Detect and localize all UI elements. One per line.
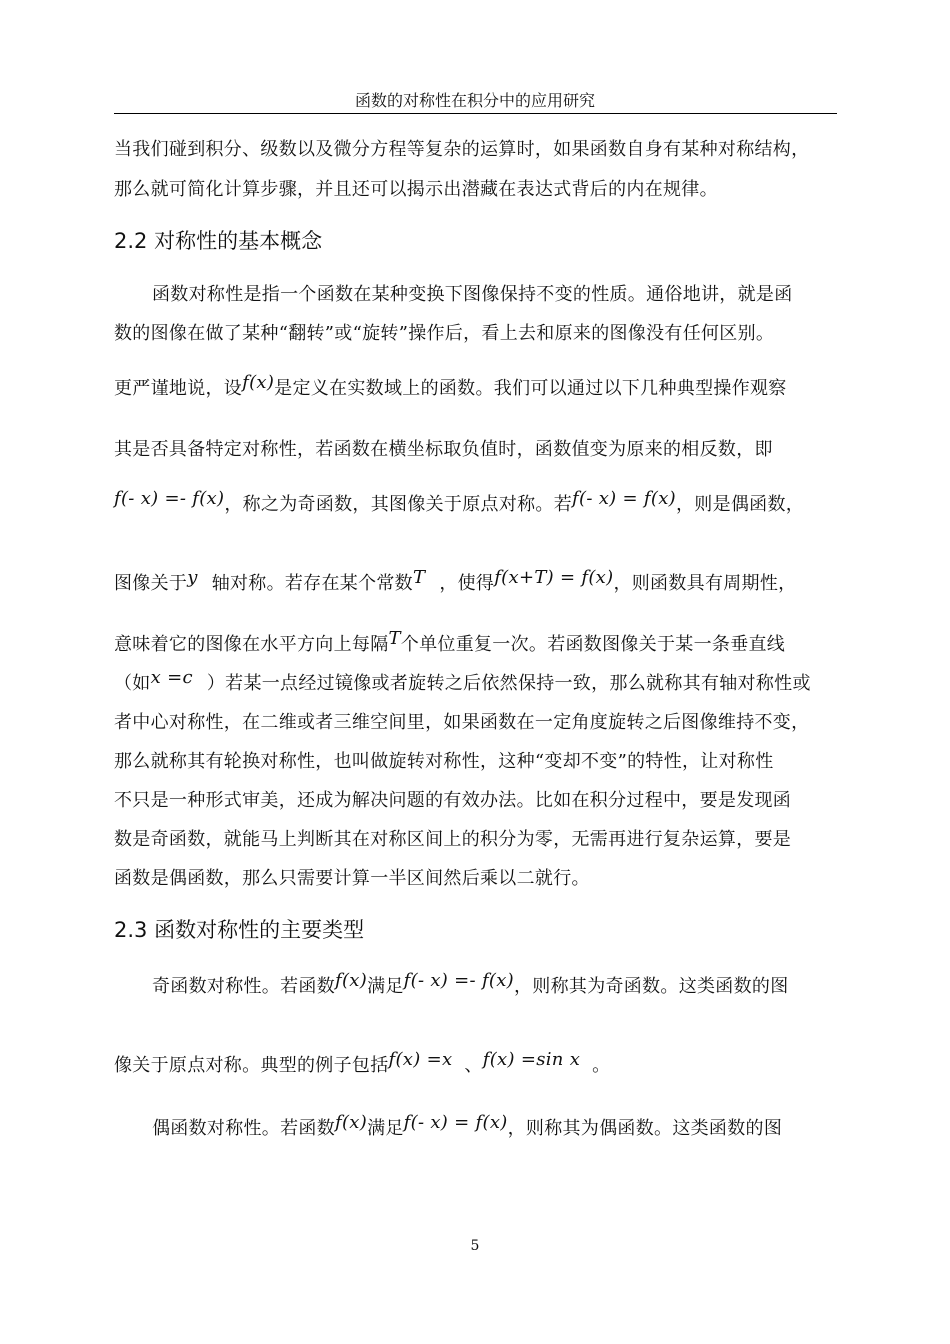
text-run: ，则是偶函数， [675,494,805,515]
page-number: 5 [470,1238,480,1254]
text-line: 数是奇函数，就能马上判断其在对称区间上的积分为零，无需再进行复杂运算，要是 [114,829,792,850]
text-run: （如 [114,673,151,694]
text-run: 更严谨地说，设 [114,378,243,399]
text-run: ，则称其为偶函数。这类函数的图 [507,1118,783,1139]
text-line: 那么就称其有轮换对称性，也叫做旋转对称性，这种“变却不变”的特性，让对称性 [114,751,774,772]
text-run: ）若某一点经过镜像或者旋转之后依然保持一致，那么就称其有轴对称性或 [206,673,811,694]
text-run: ，则称其为奇函数。这类函数的图 [514,976,789,997]
math-formula: f(x) =x [388,1049,453,1070]
text-run: 奇函数对称性。若函数 [152,976,335,997]
section-heading-2-2: 2.2 对称性的基本概念 [114,229,323,253]
math-formula: T [388,628,401,649]
math-formula: f(x) =sin x [482,1049,581,1070]
text-line: 函数是偶函数，那么只需要计算一半区间然后乘以二就行。 [114,868,590,889]
text-run: ，使得 [439,573,495,594]
math-formula: f(- x) = f(x) [403,1112,508,1133]
header-title: 函数的对称性在积分中的应用研究 [354,91,595,110]
text-line: 那么就可简化计算步骤，并且还可以揭示出潜藏在表达式背后的内在规律。 [114,179,718,200]
text-run: 意味着它的图像在水平方向上每隔 [114,634,389,655]
text-run: 图像关于 [114,573,188,594]
text-run: 像关于原点对称。典型的例子包括 [114,1055,389,1076]
text-run: 满足 [367,976,404,997]
text-run: 、 [464,1055,483,1076]
text-line: 其是否具备特定对称性，若函数在横坐标取负值时，函数值变为原来的相反数，即 [114,439,773,460]
text-run: 。 [592,1055,611,1076]
section-heading-2-3: 2.3 函数对称性的主要类型 [114,918,365,942]
text-run: 轴对称。若存在某个常数 [211,573,413,594]
text-line [114,667,837,695]
text-line: 数的图像在做了某种“翻转”或“旋转”操作后，看上去和原来的图像没有任何区别。 [114,323,775,344]
text-run: 偶函数对称性。若函数 [152,1118,335,1139]
text-run: 是定义在实数域上的函数。我们可以通过以下几种典型操作观察 [274,378,787,399]
math-formula: f(x) [335,1112,368,1133]
text-run: 满足 [367,1118,404,1139]
header-divider [114,113,837,114]
text-line: 不只是一种形式审美，还成为解决问题的有效办法。比如在积分过程中，要是发现函 [114,790,792,811]
math-formula: f(x) [335,970,368,991]
text-line [152,970,837,998]
text-run: 个单位重复一次。若函数图像关于某一条垂直线 [400,634,786,655]
math-formula: y [187,567,198,588]
text-line [114,567,837,595]
text-line: 当我们碰到积分、级数以及微分方程等复杂的运算时，如果函数自身有某种对称结构， [114,139,810,160]
text-line: 者中心对称性，在二维或者三维空间里，如果函数在一定角度旋转之后图像维持不变， [114,712,810,733]
text-line [114,628,837,656]
text-line [114,488,837,516]
math-formula: f(x) [242,372,275,393]
math-formula: f(- x) = f(x) [572,488,676,509]
text-run: ，称之为奇函数，其图像关于原点对称。若 [224,494,573,515]
text-line [114,1049,837,1077]
text-line: 函数对称性是指一个函数在某种变换下图像保持不变的性质。通俗地讲，就是函 [152,284,793,305]
math-formula: x =c [150,667,193,688]
text-line [152,1112,837,1140]
math-formula: T [413,567,426,588]
math-formula: f(- x) =- f(x) [403,970,514,991]
text-run: ，则函数具有周期性， [613,573,797,594]
math-formula: f(x+T) = f(x) [494,567,614,588]
math-formula: f(- x) =- f(x) [114,488,225,509]
text-line [114,372,837,400]
